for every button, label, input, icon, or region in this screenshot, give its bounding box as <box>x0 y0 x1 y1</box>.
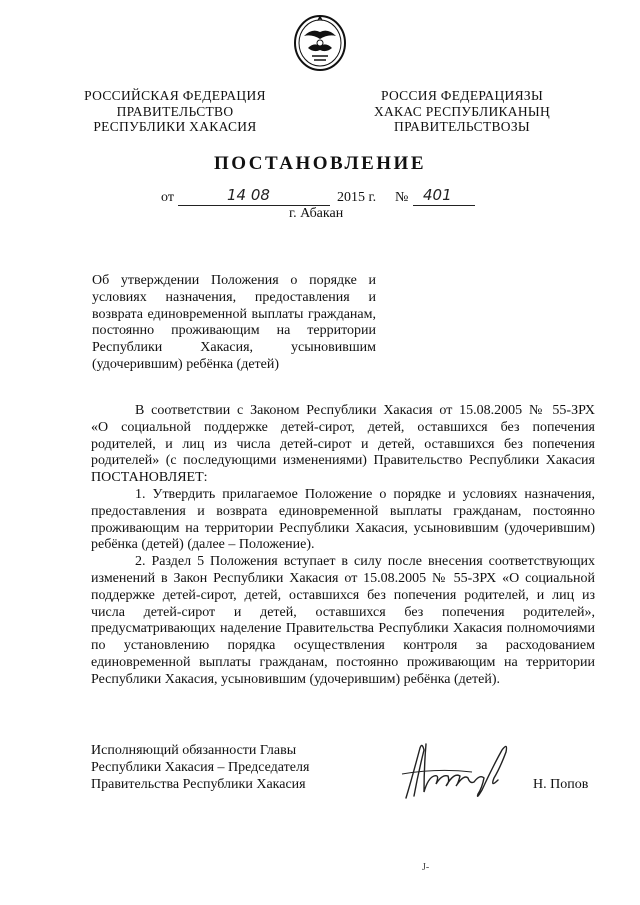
body-line: родителей» (с последующими изменениями) Правительство Республики Хакасия <box>91 453 595 469</box>
header-right-line: ПРАВИТЕЛЬСТВОЗЫ <box>394 119 530 134</box>
subject-line: Об утверждении Положения о порядке и <box>92 273 376 288</box>
body-block <box>91 403 595 689</box>
header-right-block <box>362 88 562 135</box>
header-left-block <box>80 88 270 135</box>
body-line: 1. Утвердить прилагаемое Положение о порядке и условиях назначения, <box>135 486 595 502</box>
body-line: поддержке детей-сирот, детей, оставшихся без попечения родителей, и лиц из <box>91 587 595 603</box>
subject-line: (удочерившим) ребёнка (детей) <box>92 356 280 372</box>
header-right-line: ХАКАС РЕСПУБЛИКАНЫҢ <box>373 103 551 119</box>
body-line: В соответствии с Законом Республики Хакасия от 15.08.2005 № 55-ЗРХ <box>135 403 595 418</box>
body-line: проживающим на территории Республики Хакасия, усыновившим (удочерившим) <box>91 520 595 536</box>
header-left-line: ПРАВИТЕЛЬСТВО <box>116 103 234 119</box>
body-line: родителей, и лиц из числа детей-сирот и детей, оставшихся без попечения <box>91 436 595 452</box>
header-left-line: РОССИЙСКАЯ ФЕДЕРАЦИЯ <box>84 88 266 103</box>
body-line: ПОСТАНОВЛЯЕТ: <box>91 470 208 486</box>
footer-mark: J- <box>422 862 430 873</box>
body-line: единовременной выплаты гражданам, постоянно проживающим на территории <box>91 654 595 670</box>
body-line: предусматривающих наделение Правительства Республики Хакасия полномочиями <box>91 621 595 637</box>
number-handwritten: 401 <box>423 186 452 204</box>
date-handwritten: 14 08 <box>227 186 270 204</box>
date-from-label: от <box>161 190 174 205</box>
handwritten-signature <box>398 738 530 804</box>
coat-of-arms-emblem <box>292 12 348 72</box>
city-label: г. Абакан <box>289 206 344 221</box>
signatory-position-line: Правительства Республики Хакасия <box>91 776 306 792</box>
body-line: изменений в Закон Республики Хакасия от 15.08.2005 № 55-ЗРХ «О социальной <box>91 570 595 586</box>
subject-line: постоянно проживающим на территории <box>92 323 376 339</box>
number-sign: № <box>395 190 409 205</box>
subject-line: возврата единовременной выплаты гражданам, <box>92 306 376 322</box>
body-line: 2. Раздел 5 Положения вступает в силу после внесения соответствующих <box>135 554 595 570</box>
body-line: числа детей-сирот и детей, оставшихся без попечения родителей», <box>91 604 595 620</box>
header-right-line: РОССИЯ ФЕДЕРАЦИЯЗЫ <box>380 88 544 103</box>
body-line: ребёнка (детей) (далее – Положение). <box>91 537 315 553</box>
signatory-position-line: Республики Хакасия – Председателя <box>91 759 310 775</box>
signatory-position-line: Исполняющий обязанности Главы <box>91 743 297 758</box>
subject-line: условиях назначения, предоставления и <box>92 289 376 305</box>
signatory-position <box>91 743 309 793</box>
body-line: предоставления и возврата единовременной выплаты гражданам, постоянно <box>91 503 595 519</box>
document-title: ПОСТАНОВЛЕНИЕ <box>213 153 427 174</box>
body-line: Республики Хакасия, усыновившим (удочерившим) ребёнка (детей). <box>91 671 500 687</box>
body-line: по установлению порядка осуществления контроля за расходованием <box>91 638 595 654</box>
header-left-line: РЕСПУБЛИКИ ХАКАСИЯ <box>93 119 257 134</box>
subject-block <box>92 273 376 374</box>
signatory-name: Н. Попов <box>533 777 589 792</box>
date-year: 2015 г. <box>337 190 377 205</box>
body-line: «О социальной поддержке детей-сирот, детей, оставшихся без попечения <box>91 419 595 435</box>
subject-line: Республики Хакасия, усыновившим <box>92 340 376 356</box>
